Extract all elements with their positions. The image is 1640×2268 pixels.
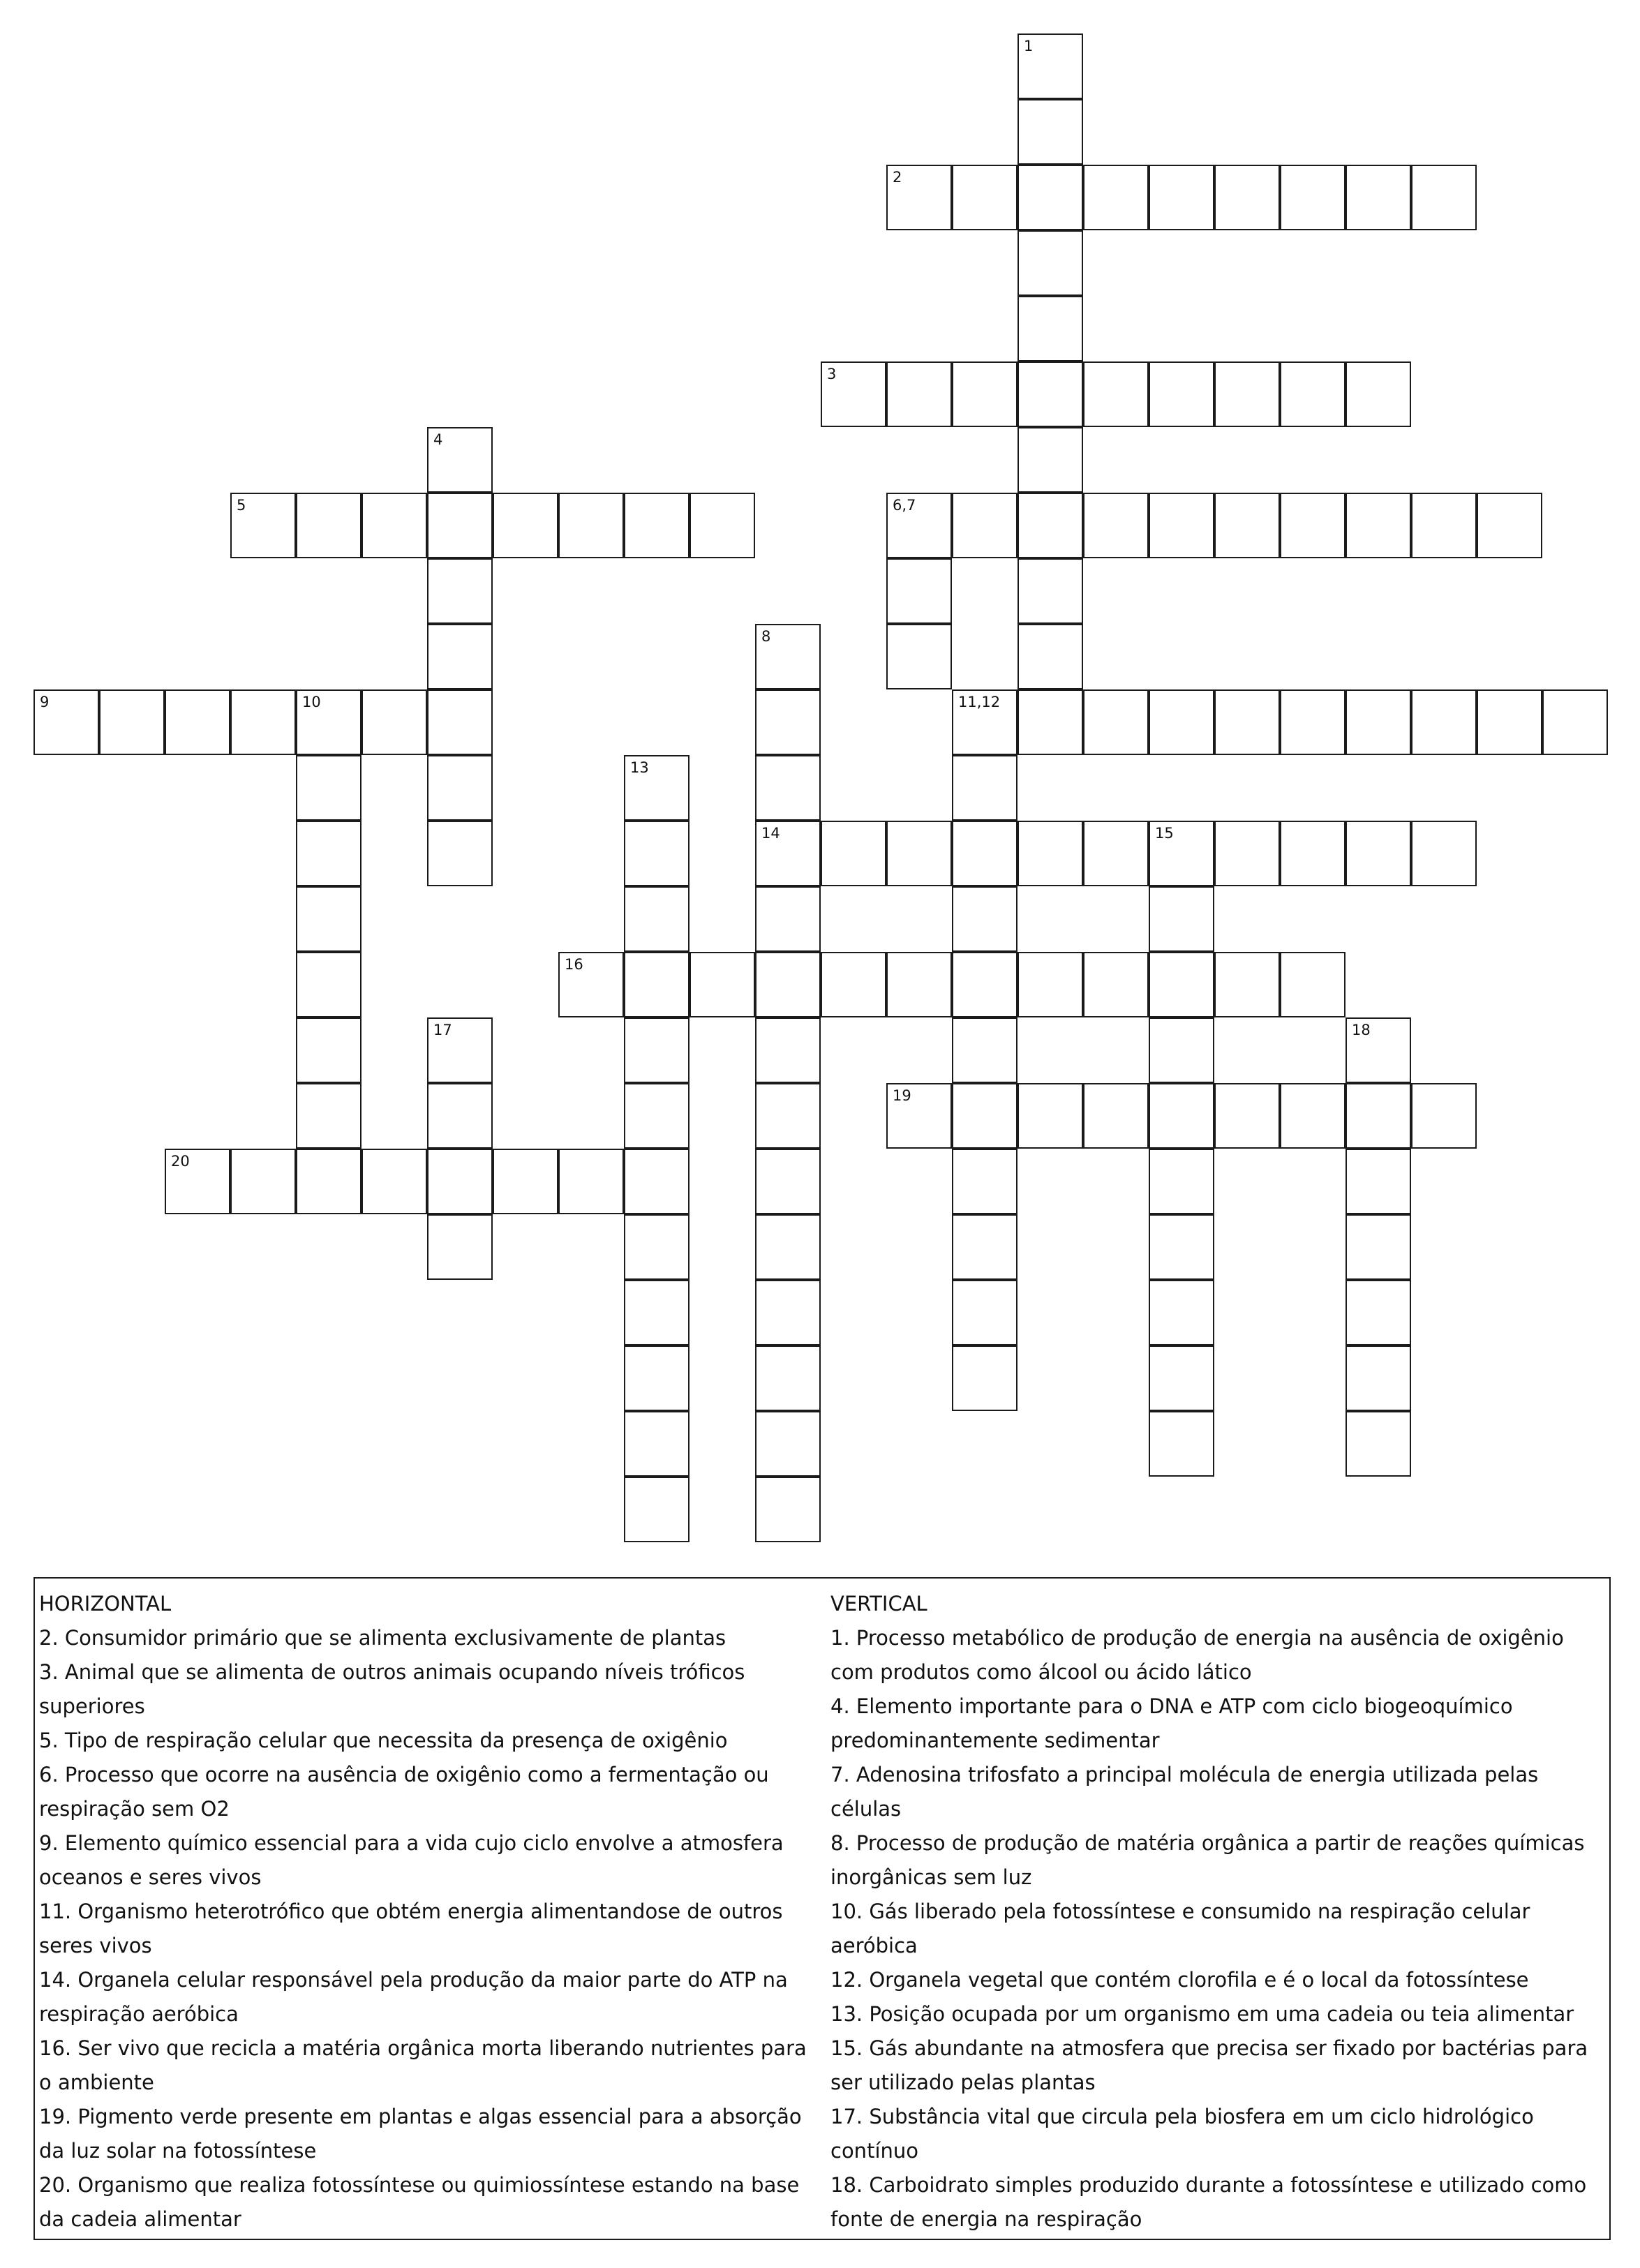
crossword-cell[interactable]: [821, 952, 886, 1017]
crossword-cell[interactable]: [755, 821, 821, 886]
crossword-cell[interactable]: [427, 624, 493, 689]
crossword-cell[interactable]: [1214, 1083, 1280, 1149]
crossword-cell[interactable]: [1345, 1214, 1411, 1280]
crossword-cell[interactable]: [1083, 165, 1149, 230]
crossword-cell[interactable]: [1017, 33, 1083, 99]
crossword-cell[interactable]: [1083, 1083, 1149, 1149]
clue-number: 13: [630, 759, 649, 776]
vertical-clue-list: [830, 1621, 1605, 2237]
crossword-cell[interactable]: [296, 821, 361, 886]
clue-item: 9. Elemento químico essencial para a vida cujo ciclo envolve a atmosfera oceanos e seres vivos: [39, 1831, 784, 1889]
clue-number: 14: [761, 825, 780, 842]
crossword-cell[interactable]: [1411, 821, 1477, 886]
clue-number: 3: [827, 366, 837, 382]
crossword-cell[interactable]: [624, 755, 689, 821]
crossword-cell[interactable]: [1149, 1411, 1214, 1477]
crossword-cell[interactable]: [296, 1149, 361, 1214]
crossword-cell[interactable]: [755, 1149, 821, 1214]
crossword-cell[interactable]: [1083, 689, 1149, 755]
crossword-cell[interactable]: [624, 1149, 689, 1214]
crossword-cell[interactable]: [1542, 689, 1608, 755]
crossword-cell[interactable]: [952, 1214, 1017, 1280]
clue-item: 18. Carboidrato simples produzido durante a fotossíntese e utilizado como fonte de energia na respiração: [830, 2173, 1587, 2231]
crossword-cell[interactable]: [689, 952, 755, 1017]
crossword-cell[interactable]: [821, 361, 886, 427]
crossword-cell[interactable]: [296, 755, 361, 821]
clue-number: 19: [893, 1087, 911, 1104]
clue-number: 9: [40, 694, 50, 710]
crossword-cell[interactable]: [755, 886, 821, 952]
crossword-cell[interactable]: [1345, 1411, 1411, 1477]
crossword-cell[interactable]: [1345, 1083, 1411, 1149]
crossword-cell[interactable]: [427, 558, 493, 624]
clue-number: 4: [433, 431, 443, 448]
clue-item: 10. Gás liberado pela fotossíntese e consumido na respiração celular aeróbica: [830, 1900, 1530, 1957]
clue-item: 17. Substância vital que circula pela biosfera em um ciclo hidrológico contínuo: [830, 2105, 1534, 2163]
crossword-cell[interactable]: [886, 624, 952, 689]
horizontal-clue-list: [39, 1621, 821, 2237]
clues-box: [33, 1577, 1611, 2240]
crossword-cell[interactable]: [1411, 1083, 1477, 1149]
crossword-cell[interactable]: [558, 1149, 624, 1214]
crossword-cell[interactable]: [886, 558, 952, 624]
crossword-cell[interactable]: [558, 493, 624, 558]
crossword-cell[interactable]: [361, 493, 427, 558]
crossword-cell[interactable]: [361, 689, 427, 755]
crossword-cell[interactable]: [1149, 1149, 1214, 1214]
crossword-cell[interactable]: [296, 886, 361, 952]
clue-item: 4. Elemento importante para o DNA e ATP com ciclo biogeoquímico predominantemente sedimentar: [830, 1694, 1513, 1752]
crossword-cell[interactable]: [1411, 493, 1477, 558]
clue-number: 2: [893, 169, 902, 186]
crossword-cell[interactable]: [1149, 1083, 1214, 1149]
crossword-cell[interactable]: [230, 493, 296, 558]
crossword-cell[interactable]: [624, 1017, 689, 1083]
crossword-cell[interactable]: [952, 361, 1017, 427]
crossword-cell[interactable]: [952, 886, 1017, 952]
crossword-cell[interactable]: [33, 689, 99, 755]
clue-number: 18: [1352, 1022, 1371, 1038]
crossword-cell[interactable]: [952, 493, 1017, 558]
crossword-cell[interactable]: [952, 1017, 1017, 1083]
clue-item: 14. Organela celular responsável pela produção da maior parte do ATP na respiração aeróbica: [39, 1968, 788, 2026]
crossword-cell[interactable]: [755, 1411, 821, 1477]
crossword-cell[interactable]: [427, 821, 493, 886]
crossword-cell[interactable]: [1477, 689, 1542, 755]
crossword-cell[interactable]: [1280, 1083, 1345, 1149]
crossword-cell[interactable]: [1149, 165, 1214, 230]
crossword-cell[interactable]: [624, 821, 689, 886]
crossword-cell[interactable]: [427, 493, 493, 558]
crossword-cell[interactable]: [1214, 493, 1280, 558]
crossword-cell[interactable]: [1017, 99, 1083, 165]
crossword-cell[interactable]: [755, 1017, 821, 1083]
clue-item: 16. Ser vivo que recicla a matéria orgânica morta liberando nutrientes para o ambiente: [39, 2036, 807, 2094]
crossword-cell[interactable]: [952, 952, 1017, 1017]
crossword-cell[interactable]: [296, 493, 361, 558]
crossword-cell[interactable]: [886, 821, 952, 886]
crossword-cell[interactable]: [493, 1149, 558, 1214]
crossword-cell[interactable]: [1149, 361, 1214, 427]
clue-number: 11,12: [958, 694, 1001, 710]
crossword-cell[interactable]: [230, 689, 296, 755]
crossword-cell[interactable]: [624, 493, 689, 558]
crossword-cell[interactable]: [1345, 165, 1411, 230]
crossword-cell[interactable]: [1345, 1149, 1411, 1214]
crossword-cell[interactable]: [952, 755, 1017, 821]
crossword-cell[interactable]: [296, 952, 361, 1017]
crossword-cell[interactable]: [755, 689, 821, 755]
crossword-cell[interactable]: [755, 1280, 821, 1345]
clue-number: 15: [1155, 825, 1174, 842]
clue-item: 20. Organismo que realiza fotossíntese ou quimiossíntese estando na base da cadeia alimentar: [39, 2173, 800, 2231]
crossword-cell[interactable]: [558, 952, 624, 1017]
crossword-cell[interactable]: [624, 1411, 689, 1477]
crossword-cell[interactable]: [1280, 821, 1345, 886]
clue-item: 2. Consumidor primário que se alimenta exclusivamente de plantas: [39, 1626, 726, 1650]
crossword-cell[interactable]: [361, 1149, 427, 1214]
crossword-cell[interactable]: [1149, 1017, 1214, 1083]
crossword-cell[interactable]: [755, 952, 821, 1017]
crossword-cell[interactable]: [755, 755, 821, 821]
crossword-cell[interactable]: [427, 1149, 493, 1214]
crossword-cell[interactable]: [493, 493, 558, 558]
clue-number: 10: [302, 694, 321, 710]
crossword-cell[interactable]: [1345, 493, 1411, 558]
crossword-cell[interactable]: [624, 1214, 689, 1280]
crossword-cell[interactable]: [1214, 689, 1280, 755]
crossword-cell[interactable]: [1017, 821, 1083, 886]
crossword-cell[interactable]: [1083, 493, 1149, 558]
clue-item: 6. Processo que ocorre na ausência de oxigênio como a fermentação ou respiração sem O2: [39, 1763, 769, 1821]
crossword-cell[interactable]: [624, 1345, 689, 1411]
crossword-cell[interactable]: [1017, 558, 1083, 624]
crossword-cell[interactable]: [1280, 361, 1345, 427]
crossword-cell[interactable]: [1083, 821, 1149, 886]
crossword-cell[interactable]: [1149, 1214, 1214, 1280]
crossword-cell[interactable]: [427, 1214, 493, 1280]
crossword-cell[interactable]: [1411, 165, 1477, 230]
clue-number: 20: [171, 1153, 190, 1170]
crossword-cell[interactable]: [1477, 493, 1542, 558]
crossword-cell[interactable]: [1345, 689, 1411, 755]
clue-item: 12. Organela vegetal que contém clorofila e é o local da fotossíntese: [830, 1968, 1529, 1992]
horizontal-heading: HORIZONTAL: [39, 1592, 172, 1616]
crossword-cell[interactable]: [1017, 1083, 1083, 1149]
clue-item: 11. Organismo heterotrófico que obtém energia alimentandose de outros seres vivos: [39, 1900, 783, 1957]
crossword-cell[interactable]: [886, 952, 952, 1017]
crossword-cell[interactable]: [165, 689, 230, 755]
crossword-cell[interactable]: [427, 689, 493, 755]
crossword-cell[interactable]: [1149, 886, 1214, 952]
crossword-cell[interactable]: [1149, 689, 1214, 755]
clue-item: 1. Processo metabólico de produção de energia na ausência de oxigênio com produtos como álcool ou ácido lático: [830, 1626, 1564, 1684]
crossword-cell[interactable]: [1345, 361, 1411, 427]
crossword-cell[interactable]: [1017, 952, 1083, 1017]
clue-number: 1: [1024, 38, 1034, 54]
crossword-cell[interactable]: [952, 1280, 1017, 1345]
crossword-cell[interactable]: [821, 821, 886, 886]
crossword-cell[interactable]: [296, 1017, 361, 1083]
crossword-cell[interactable]: [755, 1477, 821, 1542]
clue-item: 19. Pigmento verde presente em plantas e algas essencial para a absorção da luz solar na fotossíntese: [39, 2105, 802, 2163]
crossword-cell[interactable]: [952, 821, 1017, 886]
crossword-cell[interactable]: [1280, 689, 1345, 755]
crossword-cell[interactable]: [1149, 493, 1214, 558]
crossword-cell[interactable]: [1017, 493, 1083, 558]
crossword-cell[interactable]: [1214, 165, 1280, 230]
crossword-cell[interactable]: [755, 1345, 821, 1411]
crossword-cell[interactable]: [624, 1477, 689, 1542]
crossword-cell[interactable]: [1149, 1345, 1214, 1411]
crossword-cell[interactable]: [624, 886, 689, 952]
crossword-cell[interactable]: [1214, 821, 1280, 886]
crossword-cell[interactable]: [755, 1214, 821, 1280]
crossword-cell[interactable]: [165, 1149, 230, 1214]
crossword-cell[interactable]: [1083, 361, 1149, 427]
crossword-cell[interactable]: [1149, 821, 1214, 886]
crossword-cell[interactable]: [1017, 624, 1083, 689]
crossword-cell[interactable]: [952, 689, 1017, 755]
crossword-cell[interactable]: [1411, 689, 1477, 755]
crossword-cell[interactable]: [886, 165, 952, 230]
crossword-cell[interactable]: [624, 1280, 689, 1345]
crossword-cell[interactable]: [1017, 230, 1083, 296]
crossword-cell[interactable]: [1017, 427, 1083, 493]
crossword-cell[interactable]: [1345, 1280, 1411, 1345]
crossword-cell[interactable]: [952, 1345, 1017, 1411]
crossword-cell[interactable]: [427, 1083, 493, 1149]
crossword-cell[interactable]: [689, 493, 755, 558]
crossword-cell[interactable]: [427, 427, 493, 493]
crossword-cell[interactable]: [755, 624, 821, 689]
crossword-cell[interactable]: [1017, 689, 1083, 755]
clue-item: 5. Tipo de respiração celular que necessita da presença de oxigênio: [39, 1729, 728, 1752]
crossword-cell[interactable]: [230, 1149, 296, 1214]
crossword-cell[interactable]: [1149, 952, 1214, 1017]
crossword-cell[interactable]: [1280, 493, 1345, 558]
crossword-cell[interactable]: [1214, 952, 1280, 1017]
crossword-cell[interactable]: [952, 1083, 1017, 1149]
crossword-cell[interactable]: [1017, 296, 1083, 361]
horizontal-clues-column: [39, 1587, 821, 2237]
crossword-cell[interactable]: [1345, 1017, 1411, 1083]
clue-number: 5: [237, 497, 246, 514]
crossword-cell[interactable]: [1280, 952, 1345, 1017]
crossword-cell[interactable]: [427, 755, 493, 821]
crossword-cell[interactable]: [624, 952, 689, 1017]
clue-number: 16: [565, 956, 583, 973]
clue-item: 13. Posição ocupada por um organismo em uma cadeia ou teia alimentar: [830, 2002, 1574, 2026]
crossword-cell[interactable]: [1083, 952, 1149, 1017]
crossword-cell[interactable]: [296, 1083, 361, 1149]
crossword-cell[interactable]: [427, 1017, 493, 1083]
crossword-cell[interactable]: [296, 689, 361, 755]
clue-item: 8. Processo de produção de matéria orgânica a partir de reações químicas inorgânicas sem luz: [830, 1831, 1585, 1889]
crossword-cell[interactable]: [755, 1083, 821, 1149]
crossword-cell[interactable]: [1345, 1345, 1411, 1411]
clue-item: 15. Gás abundante na atmosfera que precisa ser fixado por bactérias para ser utilizado pelas plantas: [830, 2036, 1588, 2094]
crossword-cell[interactable]: [99, 689, 165, 755]
vertical-clues-column: [830, 1587, 1605, 2237]
clue-item: 3. Animal que se alimenta de outros animais ocupando níveis tróficos superiores: [39, 1660, 745, 1718]
crossword-cell[interactable]: [624, 1083, 689, 1149]
crossword-cell[interactable]: [1149, 1280, 1214, 1345]
clue-number: 17: [433, 1022, 452, 1038]
crossword-cell[interactable]: [1214, 361, 1280, 427]
crossword-cell[interactable]: [886, 1083, 952, 1149]
crossword-cell[interactable]: [1017, 165, 1083, 230]
clue-item: 7. Adenosina trifosfato a principal molécula de energia utilizada pelas células: [830, 1763, 1539, 1821]
clue-number: 8: [761, 628, 771, 645]
crossword-cell[interactable]: [1280, 165, 1345, 230]
crossword-cell[interactable]: [886, 361, 952, 427]
clue-number: 6,7: [893, 497, 916, 514]
crossword-cell[interactable]: [952, 165, 1017, 230]
crossword-cell[interactable]: [952, 1149, 1017, 1214]
crossword-cell[interactable]: [1017, 361, 1083, 427]
crossword-cell[interactable]: [886, 493, 952, 558]
vertical-heading: VERTICAL: [830, 1592, 927, 1616]
crossword-cell[interactable]: [1345, 821, 1411, 886]
